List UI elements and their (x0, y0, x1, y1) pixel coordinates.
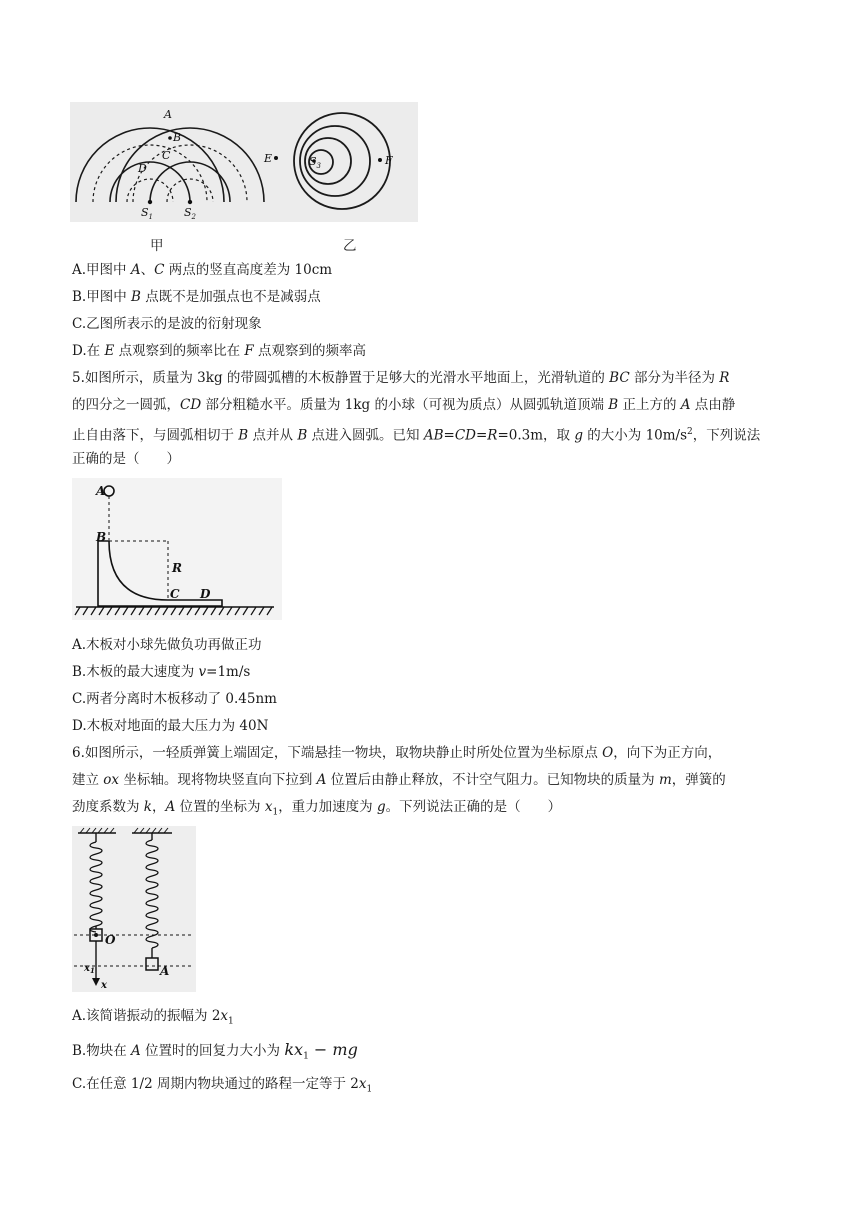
q5-option-b: B.木板的最大速度为 v=1m/s (72, 664, 251, 680)
spring-oscillator-figure (72, 826, 196, 992)
q6-option-b: B.物块在 A 位置时的回复力大小为 $kx_1$ − mg (72, 1040, 358, 1062)
label-a: A (160, 964, 170, 978)
arc-board-figure (72, 478, 282, 620)
q6-stem-line-2: 建立 ox 坐标轴。现将物块竖直向下拉到 A 位置后由静止释放，不计空气阻力。已知物块的质量为 m，弹簧的 (72, 772, 726, 788)
q6-stem-line-3: 劲度系数为 k，A 位置的坐标为 $x_1$，重力加速度为 g。下列说法正确的是（ ） (72, 799, 562, 818)
label-f: F (385, 154, 393, 167)
label-a: A (96, 484, 106, 498)
q6-option-a: A.该简谐振动的振幅为 $2x_1$ (72, 1008, 234, 1027)
caption-jia: 甲 (150, 238, 164, 254)
label-c: C (162, 149, 171, 162)
label-s3: $S_3$ (309, 155, 322, 170)
q4-option-b: B.甲图中 B 点既不是加强点也不是减弱点 (72, 289, 321, 305)
q5-stem-line-2: 的四分之一圆弧，CD 部分粗糙水平。质量为 1kg 的小球（可视为质点）从圆弧轨道顶端 B 正上方的 A 点由静 (72, 397, 736, 413)
wave-interference-figure (70, 102, 418, 222)
q5-option-a: A.木板对小球先做负功再做正功 (72, 637, 262, 653)
q4-option-c: C.乙图所表示的是波的衍射现象 (72, 316, 262, 332)
q5-stem-line-4: 正确的是（ ） (72, 451, 180, 467)
label-d: D (138, 162, 147, 175)
label-b: B (96, 530, 107, 544)
label-d: D (200, 587, 211, 601)
q6-option-c: C.在任意 1/2 周期内物块通过的路程一定等于 $2x_1$ (72, 1076, 373, 1095)
source-s1-dot (148, 200, 152, 204)
q5-stem-line-1: 5.如图所示，质量为 3kg 的带圆弧槽的木板静置于足够大的光滑水平地面上，光滑轨道的 BC 部分为半径为 R (72, 370, 730, 386)
q4-option-d: D.在 E 点观察到的频率比在 F 点观察到的频率高 (72, 343, 367, 359)
q5-stem-line-3: 止自由落下，与圆弧相切于 B 点并从 B 点进入圆弧。已知 AB=CD=R=0.3m，取 g 的大小为 $10m/s^2$，下列说法 (72, 427, 761, 444)
label-r: R (172, 561, 182, 575)
q6-stem-line-1: 6.如图所示，一轻质弹簧上端固定，下端悬挂一物块，取物块静止时所处位置为坐标原点 O，向下为正方向， (72, 745, 722, 761)
q5-option-c: C.两者分离时木板移动了 0.45nm (72, 691, 277, 707)
q5-option-d: D.木板对地面的最大压力为 40N (72, 718, 269, 734)
source-s2-dot (188, 200, 192, 204)
label-a: A (164, 108, 172, 121)
caption-yi: 乙 (343, 238, 357, 254)
label-e: E (264, 152, 273, 165)
label-c: C (170, 587, 180, 601)
label-b: B (173, 131, 182, 144)
q4-option-a: A.甲图中 A、C 两点的竖直高度差为 10cm (72, 262, 333, 278)
label-x: x (101, 980, 107, 991)
label-s1: $S_1$ (141, 206, 154, 221)
label-s2: $S_2$ (184, 206, 197, 221)
label-x1: $x_1$ (84, 963, 95, 975)
label-o: O (105, 933, 116, 947)
